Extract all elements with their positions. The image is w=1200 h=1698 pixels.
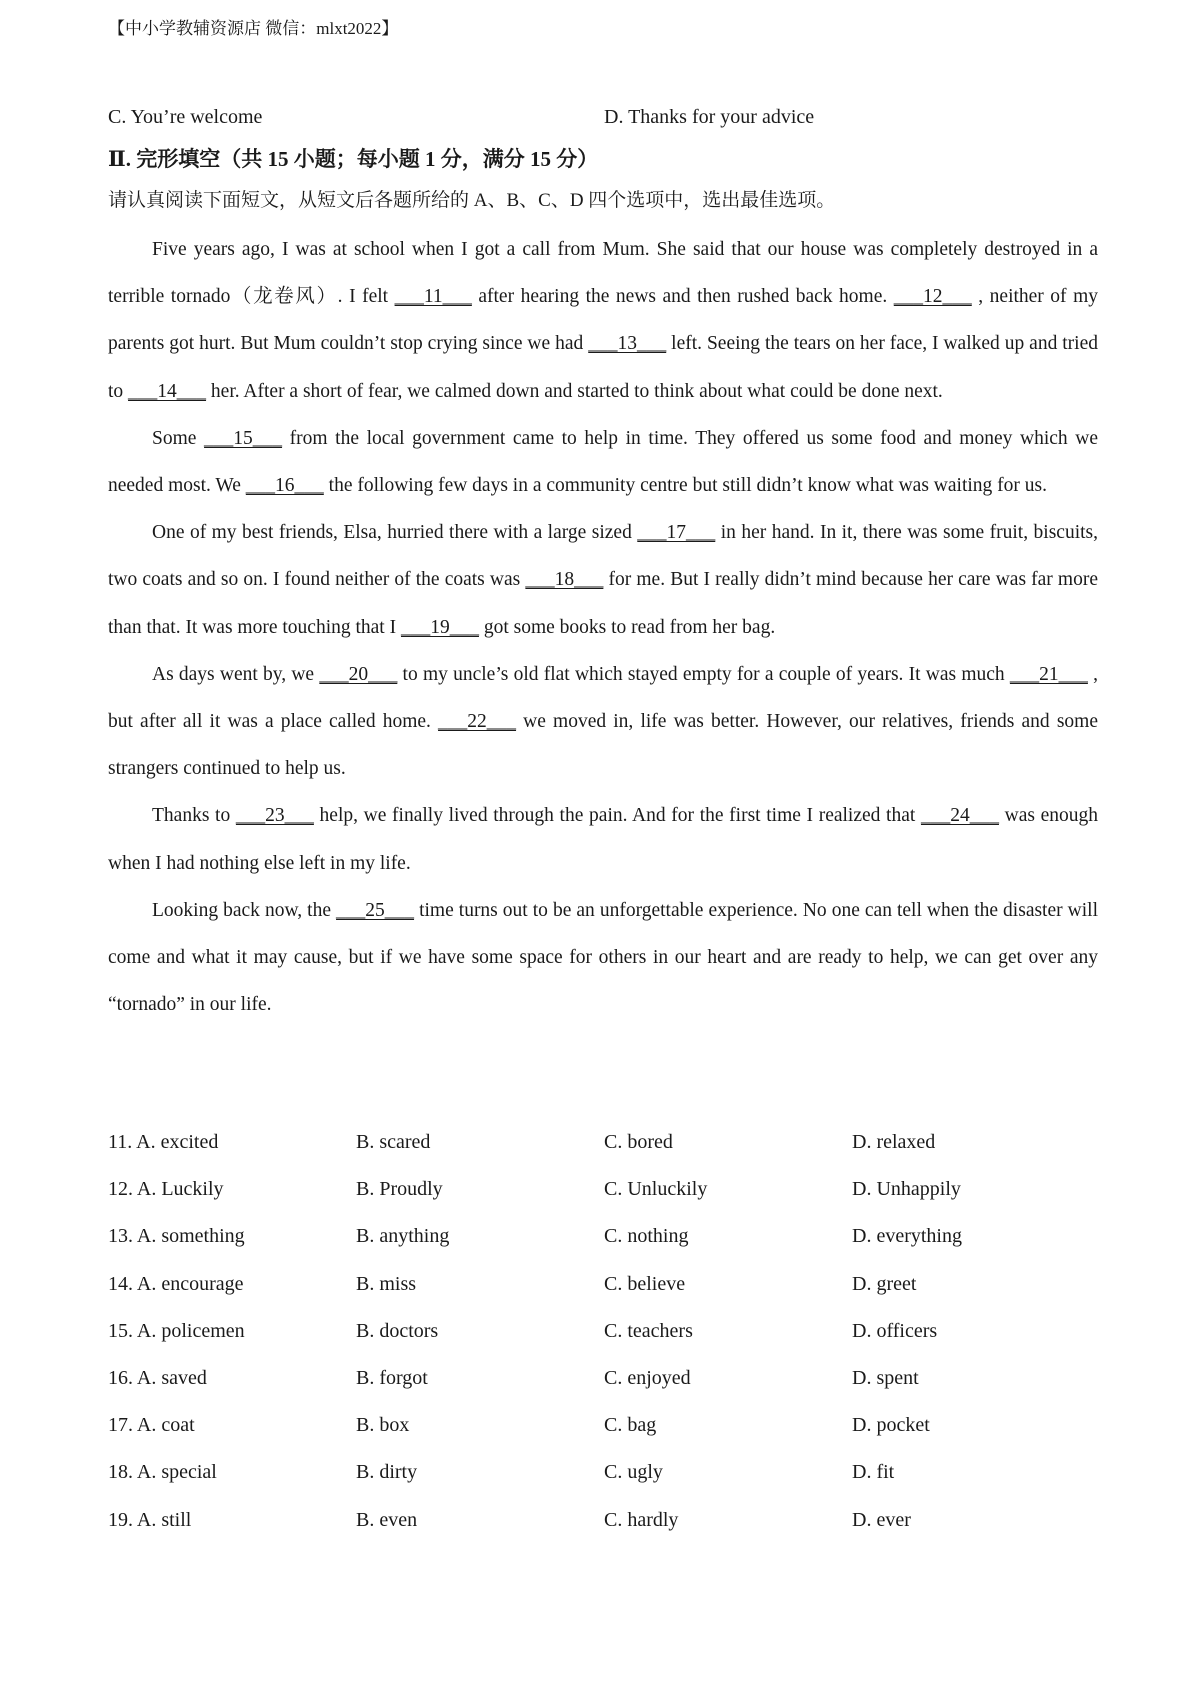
paragraph-3: [108, 509, 1098, 651]
option-a: 15. A. policemen: [108, 1319, 245, 1342]
paragraph-4: [108, 651, 1098, 793]
blank-14: ___14___: [128, 380, 207, 402]
question-17-options: [108, 1412, 1108, 1459]
cloze-passage: [108, 226, 1098, 1028]
section-title: Ⅱ. 完形填空（共 15 小题；每小题 1 分，满分 15 分）: [108, 147, 599, 171]
passage-text: time turns out to be an unforgettable experience. No one can tell when the disaster will come and what it may cause, but if we have some space for others in our heart and are ready to help, we can get over any “tornado” in our life.: [108, 899, 1098, 1016]
option-a: 14. A. encourage: [108, 1272, 244, 1295]
question-18-options: [108, 1459, 1108, 1506]
question-15-options: [108, 1318, 1108, 1365]
blank-12: ___12___: [893, 286, 972, 308]
paragraph-6: [108, 887, 1098, 1029]
passage-text: , neither of my parents got hurt. But Mum couldn’t stop crying since we had: [108, 286, 1098, 355]
blank-22: ___22___: [438, 711, 517, 733]
paragraph-5: [108, 792, 1098, 886]
option-c: C. hardly: [604, 1508, 679, 1531]
blank-20: ___20___: [319, 663, 398, 685]
option-a: 17. A. coat: [108, 1414, 195, 1437]
option-a: 13. A. something: [108, 1225, 245, 1248]
blank-15: ___15___: [204, 427, 283, 449]
passage-text: Five years ago, I was at school when I got a call from Mum. She said that our house was completely destroyed in a terrible tornado（龙卷风）. I felt: [108, 239, 1098, 308]
option-c: C. teachers: [604, 1319, 693, 1342]
prev-option-c: C. You’re welcome: [108, 106, 263, 128]
option-c: C. nothing: [604, 1225, 689, 1248]
passage-text: for me. But I really didn’t mind because her care was far more than that. It was more touching that I: [108, 569, 1099, 638]
option-a: 11. A. excited: [108, 1131, 219, 1153]
passage-text: after hearing the news and then rushed back home.: [471, 286, 894, 308]
option-a: 19. A. still: [108, 1508, 192, 1531]
blank-23: ___23___: [235, 805, 314, 827]
option-d: D. relaxed: [852, 1131, 936, 1153]
option-d: D. everything: [852, 1225, 962, 1248]
blank-21: ___21___: [1009, 663, 1088, 685]
passage-text: in her hand. In it, there was some fruit, biscuits, two coats and so on. I found neither of the coats was: [108, 522, 1098, 591]
option-d: D. spent: [852, 1366, 919, 1389]
option-d: D. pocket: [852, 1414, 930, 1437]
passage-text: from the local government came to help in time. They offered us some food and money which we needed most. We: [108, 427, 1099, 497]
option-d: D. fit: [852, 1461, 895, 1484]
option-b: B. even: [356, 1508, 418, 1531]
option-b: B. dirty: [356, 1461, 418, 1484]
option-c: C. ugly: [604, 1461, 663, 1484]
option-b: B. box: [356, 1414, 410, 1437]
option-d: D. Unhappily: [852, 1178, 961, 1201]
passage-text: As days went by, we: [152, 663, 320, 685]
option-c: C. enjoyed: [604, 1366, 691, 1389]
passage-text: got some books to read from her bag.: [478, 616, 776, 638]
option-b: B. anything: [356, 1225, 450, 1248]
option-d: D. officers: [852, 1319, 938, 1342]
blank-24: ___24___: [920, 805, 999, 827]
question-11-options: [108, 1129, 1108, 1176]
option-a: 16. A. saved: [108, 1366, 207, 1389]
instruction: 请认真阅读下面短文，从短文后各题所给的 A、B、C、D 四个选项中，选出最佳选项。: [108, 190, 836, 211]
passage-text: to my uncle’s old flat which stayed empty for a couple of years. It was much: [397, 663, 1010, 685]
question-19-options: [108, 1507, 1108, 1554]
option-c: C. bored: [604, 1131, 673, 1153]
option-b: B. scared: [356, 1131, 431, 1153]
option-a: 12. A. Luckily: [108, 1178, 224, 1201]
passage-text: the following few days in a community centre but still didn’t know what was waiting for us.: [323, 475, 1047, 497]
blank-17: ___17___: [637, 522, 716, 544]
option-b: B. doctors: [356, 1319, 439, 1342]
blank-16: ___16___: [245, 475, 324, 497]
option-b: B. miss: [356, 1272, 417, 1295]
passage-text: One of my best friends, Elsa, hurried there with a large sized: [152, 522, 638, 544]
passage-text: was enough when I had nothing else left in my life.: [108, 805, 1098, 874]
passage-text: Some: [152, 427, 205, 449]
question-16-options: [108, 1365, 1108, 1412]
passage-text: help, we finally lived through the pain. And for the first time I realized that: [313, 805, 921, 827]
option-b: B. Proudly: [356, 1178, 443, 1201]
paragraph-1: [108, 226, 1098, 415]
option-b: B. forgot: [356, 1366, 428, 1389]
blank-18: ___18___: [525, 569, 604, 591]
question-14-options: [108, 1271, 1108, 1318]
store-header: 【中小学教辅资源店 微信：mlxt2022】: [108, 19, 399, 38]
blank-13: ___13___: [588, 333, 667, 355]
option-d: D. ever: [852, 1508, 911, 1531]
passage-text: , but after all it was a place called home.: [108, 663, 1098, 733]
option-d: D. greet: [852, 1272, 917, 1295]
passage-text: we moved in, life was better. However, our relatives, friends and some strangers continued to help us.: [108, 711, 1098, 780]
prev-option-d: D. Thanks for your advice: [604, 106, 815, 128]
option-c: C. believe: [604, 1272, 686, 1295]
passage-text: Thanks to: [152, 805, 236, 827]
passage-text: her. After a short of fear, we calmed down and started to think about what could be done next.: [206, 380, 943, 402]
blank-25: ___25___: [336, 899, 415, 921]
paragraph-2: [108, 415, 1098, 509]
passage-text: Looking back now, the: [152, 899, 337, 921]
option-a: 18. A. special: [108, 1461, 217, 1484]
answer-options: [108, 1129, 1108, 1554]
passage-text: left. Seeing the tears on her face, I walked up and tried to: [108, 333, 1098, 402]
blank-11: ___11___: [394, 286, 472, 308]
question-12-options: [108, 1176, 1108, 1223]
option-c: C. Unluckily: [604, 1178, 708, 1201]
question-13-options: [108, 1223, 1108, 1270]
option-c: C. bag: [604, 1414, 657, 1437]
blank-19: ___19___: [400, 616, 479, 638]
